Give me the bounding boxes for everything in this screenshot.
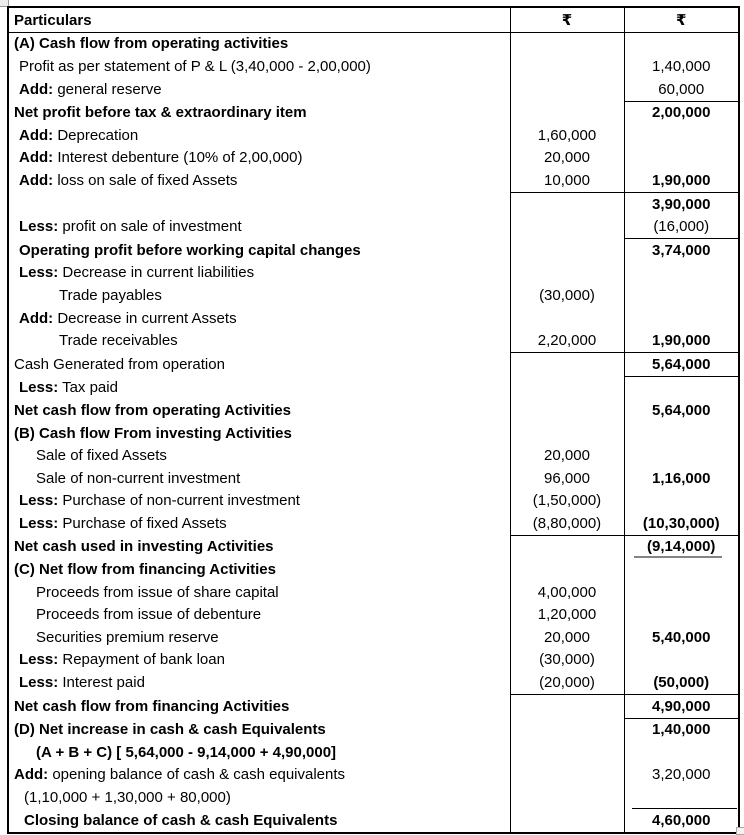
particulars-cell [8,445,510,468]
table-row [8,56,739,79]
amount-col1-cell [510,56,624,79]
amount-col2-cell: 2,00,000 [624,101,739,124]
amount-col1-cell: (8,80,000) [510,512,624,535]
particulars-label: (D) Net increase in cash & cash Equivalents [14,720,326,738]
particulars-cell [8,239,510,262]
cash-flow-statement-table [7,6,740,834]
table-row [8,422,739,445]
particulars-prefix: Less: [19,379,59,397]
particulars-prefix: Less: [19,492,59,510]
particulars-label: Trade payables [59,286,162,304]
amount-col1-cell [510,239,624,262]
particulars-cell [8,490,510,513]
particulars-cell [8,170,510,193]
table-row [8,445,739,468]
amount-col2-cell: 1,40,000 [624,56,739,79]
table-row [8,376,739,399]
table-row [8,672,739,695]
particulars-label: Net cash used in investing Activities [14,538,274,556]
particulars-cell [8,695,510,719]
amount-col2-cell: 5,64,000 [624,400,739,423]
particulars-cell [8,33,510,56]
amount-col2-cell: 1,90,000 [624,330,739,353]
amount-col2-cell [624,422,739,445]
table-row [8,741,739,764]
amount-col1-cell [510,262,624,285]
particulars-cell [8,193,510,216]
particulars-cell [8,216,510,239]
amount-col1-cell [510,695,624,719]
particulars-label: Decrease in current liabilities [58,264,255,282]
particulars-prefix: Add: [14,766,49,784]
amount-col2-cell: 3,20,000 [624,764,739,787]
amount-col2-cell: (50,000) [624,672,739,695]
amount-col1-cell: 20,000 [510,626,624,649]
amount-col1-cell [510,764,624,787]
particulars-prefix: Less: [19,264,59,282]
amount-col2-cell [624,559,739,582]
particulars-label: Proceeds from issue of share capital [36,583,279,601]
table-row [8,170,739,193]
particulars-label: Net profit before tax & extraordinary item [14,103,307,121]
particulars-label: loss on sale of fixed Assets [53,172,238,190]
particulars-prefix: Add: [19,80,54,98]
table-row [8,559,739,582]
particulars-cell [8,400,510,423]
table-row [8,400,739,423]
amount-col1-cell: 20,000 [510,147,624,170]
particulars-cell [8,672,510,695]
particulars-label: profit on sale of investment [58,218,242,236]
particulars-label: Interest paid [58,674,145,692]
table-row [8,33,739,56]
table-row [8,353,739,377]
amount-col1-cell [510,101,624,124]
particulars-label: Cash Generated from operation [14,355,225,373]
particulars-label: Repayment of bank loan [58,651,225,669]
particulars-prefix: Add: [19,149,54,167]
amount-col1-cell [510,400,624,423]
particulars-cell [8,101,510,124]
amount-col2-cell [624,490,739,513]
particulars-label: Net cash flow from operating Activities [14,401,291,419]
amount-col2-cell: 1,40,000 [624,718,739,741]
amount-col2-cell [624,307,739,330]
particulars-label: Profit as per statement of P & L (3,40,000 - 2,00,000) [19,58,371,76]
particulars-cell [8,422,510,445]
amount-col2-cell: 1,16,000 [624,467,739,490]
particulars-prefix: Add: [19,309,54,327]
amount-col1-cell [510,216,624,239]
particulars-cell [8,809,510,833]
particulars-cell [8,376,510,399]
table-row [8,216,739,239]
table-row [8,809,739,833]
amount-col1-cell [510,741,624,764]
amount-col1-cell [510,422,624,445]
amount-col1-cell: (30,000) [510,285,624,308]
amount-col1-cell [510,376,624,399]
particulars-label: Deprecation [53,126,139,144]
amount-col1-cell [510,718,624,741]
table-row [8,626,739,649]
amount-col1-cell [510,78,624,101]
amount-col2-cell: (9,14,000) [624,536,739,559]
particulars-cell [8,741,510,764]
particulars-label: Operating profit before working capital changes [19,241,361,259]
table-header [8,7,739,33]
particulars-cell [8,353,510,377]
amount-col2-cell [624,147,739,170]
table-row [8,124,739,147]
particulars-cell [8,307,510,330]
table-row [8,536,739,559]
amount-col2-cell: 5,40,000 [624,626,739,649]
amount-col2-cell: 60,000 [624,78,739,101]
particulars-cell [8,787,510,810]
amount-col1-cell [510,559,624,582]
amount-col1-cell: (1,50,000) [510,490,624,513]
particulars-cell [8,78,510,101]
table-row [8,193,739,216]
amount-col2-cell: 5,64,000 [624,353,739,377]
particulars-prefix: Less: [19,674,59,692]
amount-col2-cell: 4,90,000 [624,695,739,719]
amount-col1-cell: 4,00,000 [510,581,624,604]
amount-col1-cell [510,307,624,330]
particulars-label: Purchase of fixed Assets [58,515,227,533]
amount-col2-cell: 3,74,000 [624,239,739,262]
amount-col2-cell [624,581,739,604]
amount-col1-cell [510,536,624,559]
amount-col1-cell [510,33,624,56]
amount-col1-cell [510,353,624,377]
particulars-cell [8,649,510,672]
amount-col2-cell [624,262,739,285]
particulars-label: Securities premium reserve [36,628,219,646]
table-row [8,307,739,330]
table-row [8,695,739,719]
amount-col1-cell [510,193,624,216]
table-row [8,147,739,170]
table-row [8,101,739,124]
amount-col1-cell: 1,60,000 [510,124,624,147]
amount-col1-cell: (30,000) [510,649,624,672]
table-row [8,330,739,353]
amount-col2-cell [624,285,739,308]
particulars-cell [8,512,510,535]
table-row [8,581,739,604]
table-body [8,33,739,833]
amount-col1-cell: 96,000 [510,467,624,490]
particulars-prefix: Less: [19,218,59,236]
particulars-cell [8,559,510,582]
particulars-label: general reserve [53,80,162,98]
particulars-label: Interest debenture (10% of 2,00,000) [53,149,303,167]
particulars-label: Tax paid [58,379,118,397]
amount-col1-cell: 2,20,000 [510,330,624,353]
particulars-cell [8,56,510,79]
table-row [8,764,739,787]
amount-col2-cell [624,376,739,399]
table-row [8,787,739,810]
amount-col1-cell: 10,000 [510,170,624,193]
particulars-cell [8,536,510,559]
amount-col1-cell [510,809,624,833]
amount-col1-cell [510,787,624,810]
table-row [8,718,739,741]
particulars-label: opening balance of cash & cash equivalents [48,766,346,784]
table-row [8,262,739,285]
particulars-label: Proceeds from issue of debenture [36,606,262,624]
particulars-cell [8,626,510,649]
header-rupee-amount-col-1: ₹ [510,7,624,33]
particulars-cell [8,581,510,604]
particulars-prefix: Add: [19,126,54,144]
particulars-label: Purchase of non-current investment [58,492,300,510]
amount-col2-cell [624,445,739,468]
particulars-cell [8,604,510,627]
table-row [8,649,739,672]
table-row [8,467,739,490]
amount-col2-cell: (16,000) [624,216,739,239]
particulars-cell [8,718,510,741]
particulars-label: Net cash flow from financing Activities [14,697,290,715]
particulars-prefix: Add: [19,172,54,190]
particulars-label: (A) Cash flow from operating activities [14,35,289,53]
particulars-cell [8,764,510,787]
header-particulars: Particulars [8,7,510,33]
particulars-label: Closing balance of cash & cash Equivalents [24,811,338,829]
particulars-label: (B) Cash flow From investing Activities [14,424,292,442]
header-row [8,7,739,33]
particulars-cell [8,285,510,308]
particulars-cell [8,467,510,490]
amount-col1-cell: (20,000) [510,672,624,695]
amount-col1-cell: 20,000 [510,445,624,468]
particulars-cell [8,124,510,147]
particulars-label: (1,10,000 + 1,30,000 + 80,000) [24,789,231,807]
particulars-label: Sale of non-current investment [36,469,241,487]
amount-col2-cell [624,649,739,672]
table-row [8,512,739,535]
table-row [8,239,739,262]
particulars-label: Decrease in current Assets [53,309,237,327]
amount-col2-cell [624,787,739,810]
amount-col2-cell: 4,60,000 [624,809,739,833]
particulars-prefix: Less: [19,515,59,533]
particulars-cell [8,262,510,285]
header-rupee-amount-col-2: ₹ [624,7,739,33]
particulars-cell [8,147,510,170]
amount-col2-cell: (10,30,000) [624,512,739,535]
particulars-label: (A + B + C) [ 5,64,000 - 9,14,000 + 4,90,000] [36,743,337,761]
table-row [8,604,739,627]
table-row [8,78,739,101]
particulars-label: (C) Net flow from financing Activities [14,561,276,579]
table-row [8,285,739,308]
amount-col1-cell: 1,20,000 [510,604,624,627]
particulars-label: Sale of fixed Assets [36,447,167,465]
particulars-cell [8,330,510,353]
amount-col2-cell: 3,90,000 [624,193,739,216]
table-row [8,490,739,513]
amount-col2-cell [624,741,739,764]
amount-col2-cell: 1,90,000 [624,170,739,193]
amount-col2-cell [624,33,739,56]
amount-col2-cell [624,124,739,147]
particulars-label: Trade receivables [59,332,178,350]
amount-col2-cell [624,604,739,627]
particulars-prefix: Less: [19,651,59,669]
